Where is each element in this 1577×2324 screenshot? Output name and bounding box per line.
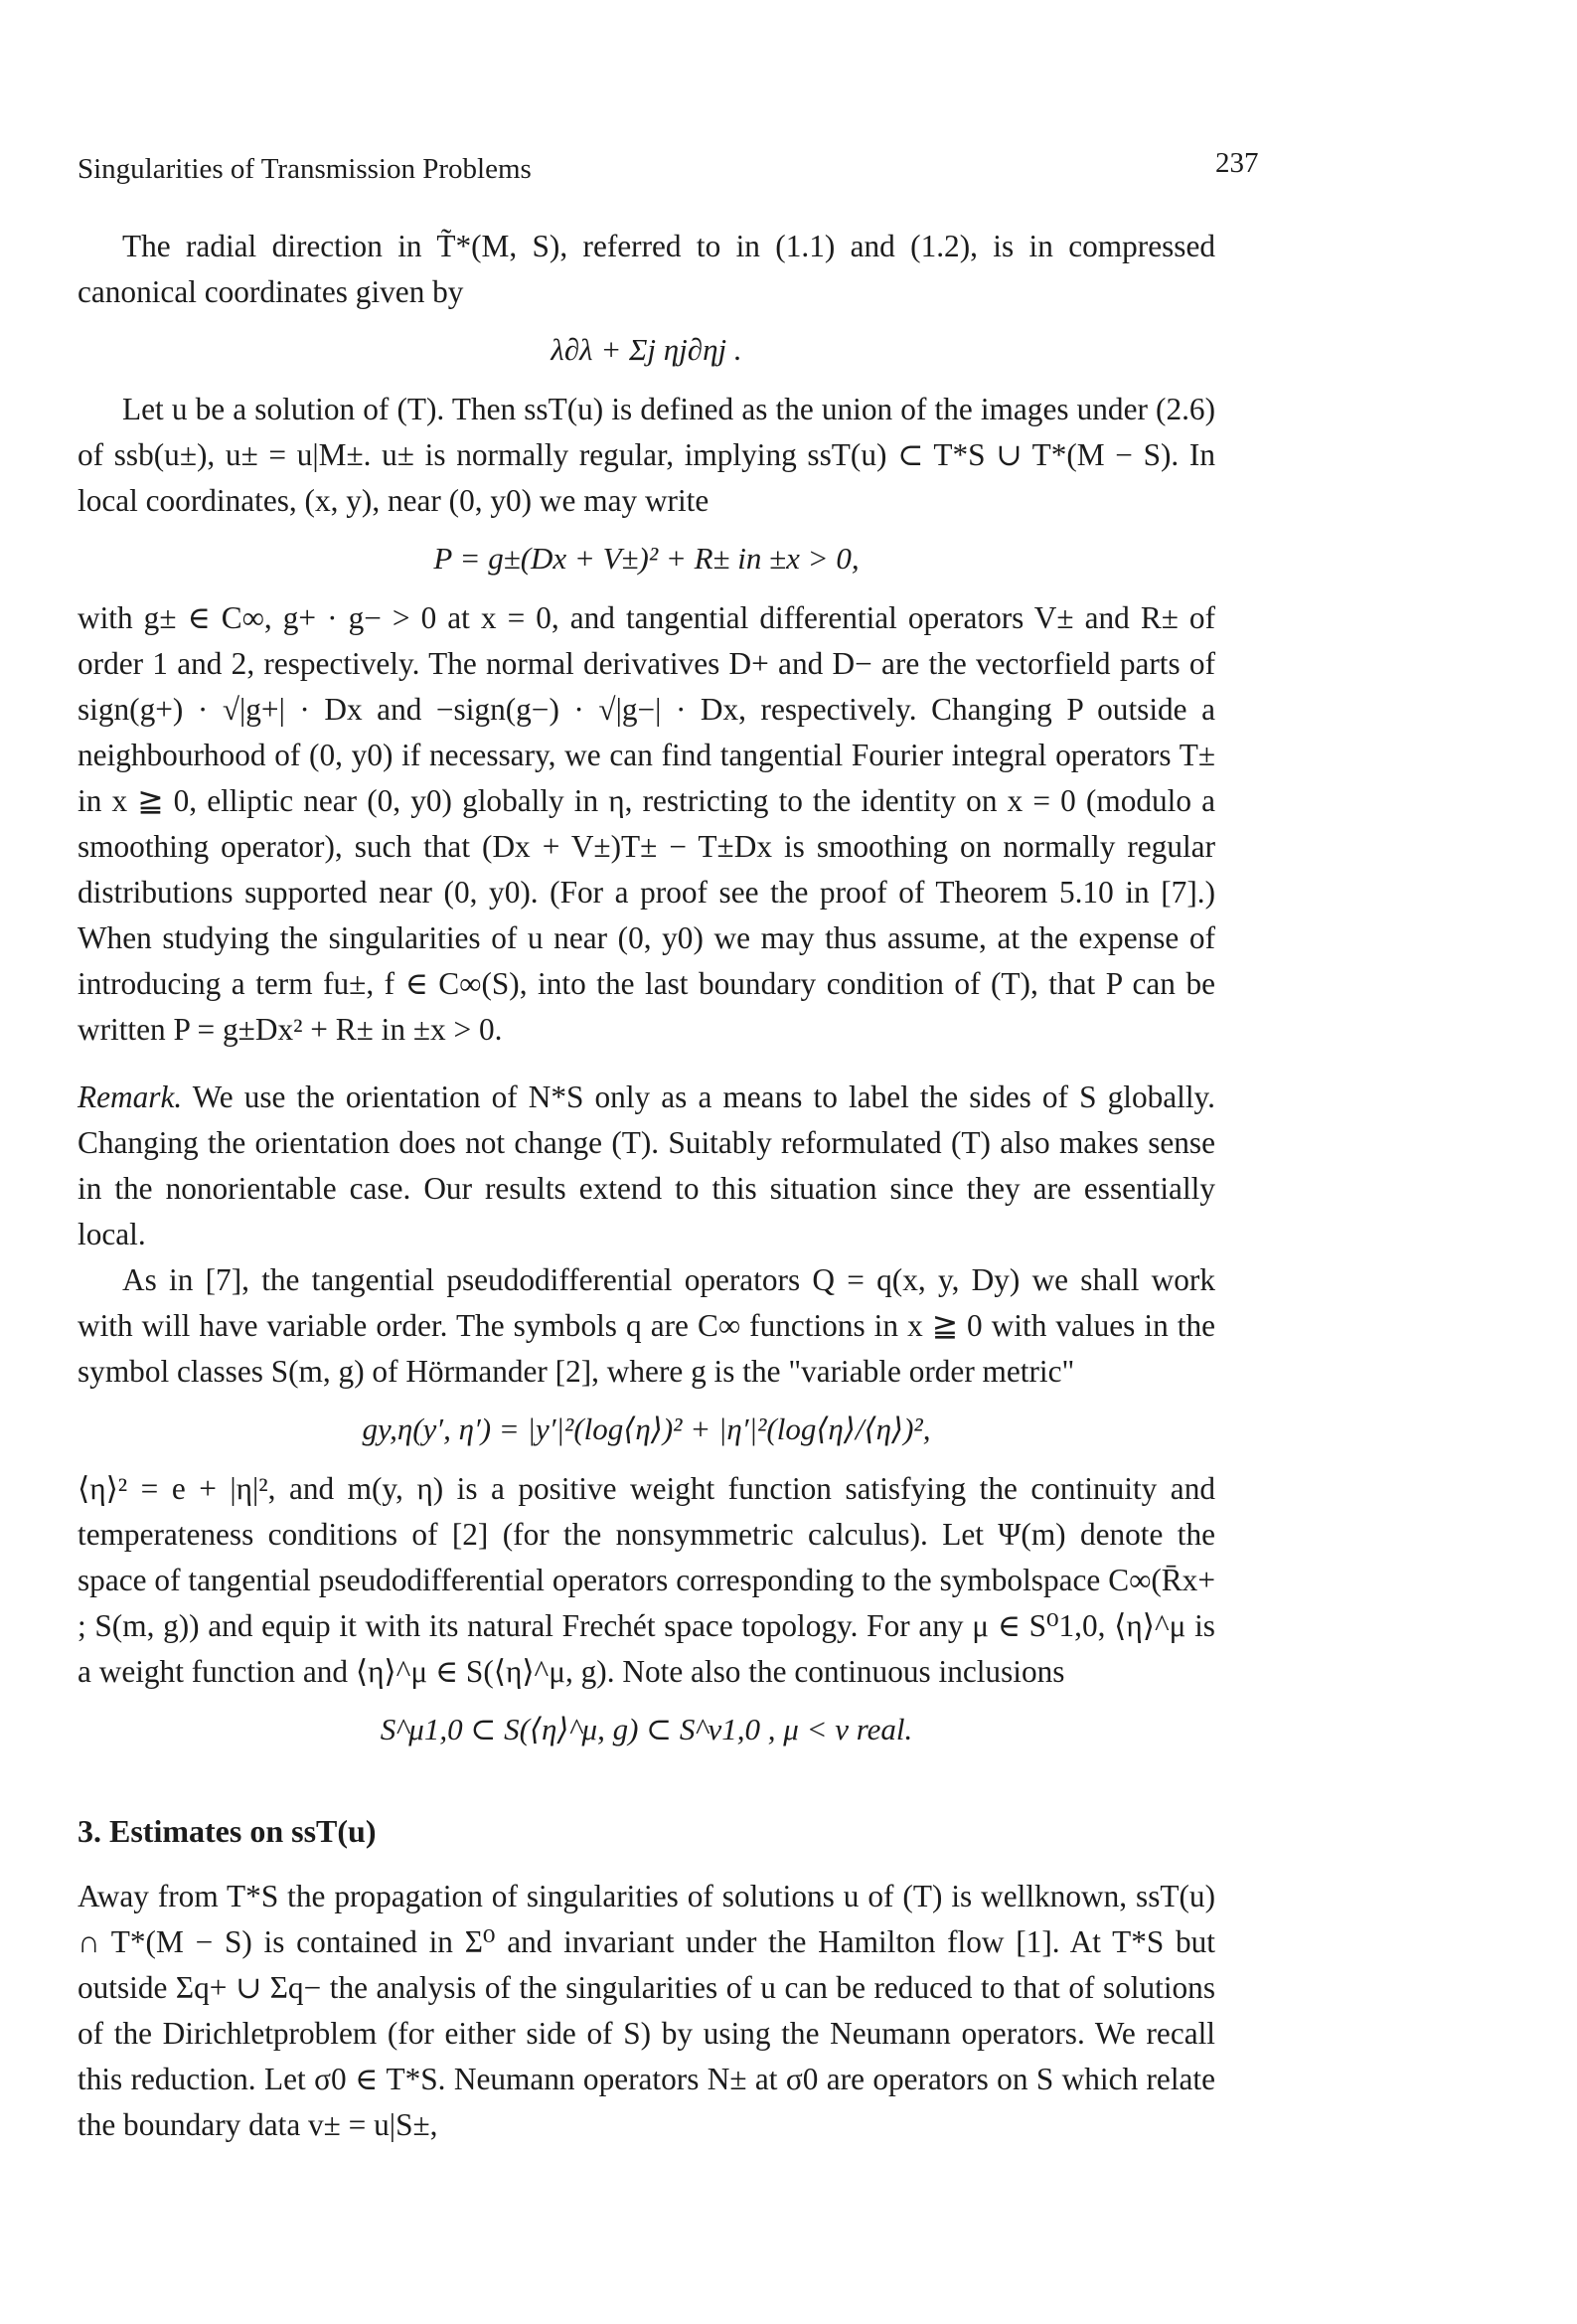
page-header — [78, 147, 1499, 191]
paragraph-tangential-operators: with g± ∈ C∞, g+ · g− > 0 at x = 0, and tangential differential operators V± and R± of order 1 and 2, respectively. The normal derivatives D+ and D− are the vectorfield parts of sign(g+) · √|g+| · Dx and −sign(g−) · √|g−| · Dx, respectively. Changing P outside a neighbourhood of (0, y0) if necessary, we can find tangential Fourier integral operators T± in x ≧ 0, elliptic near (0, y0) globally in η, restricting to the identity on x = 0 (modulo a smoothing operator), such that (Dx + V±)T± − T±Dx is smoothing on normally regular distributions supported near (0, y0). (For a proof see the proof of Theorem 5.10 in [7].) When studying the singularities of u near (0, y0) we may thus assume, at the expense of introducing a term fu±, f ∈ C∞(S), into the last boundary condition of (T), that P can be written P = g±Dx² + R± in ±x > 0. — [78, 600, 1215, 1047]
equation-radial-vector: λ∂λ + Σj ηj∂ηj . — [551, 332, 742, 367]
paragraph-propagation: Away from T*S the propagation of singularities of solutions u of (T) is wellknown, ssT(u) ∩ T*(M − S) is contained in Σ⁰ and invariant under the Hamilton flow [1]. At T*S but outside Σq+ ∪ Σq− the analysis of the singularities of u can be reduced to that of solutions of the Dirichletproblem (for either side of S) by using the Neumann operators. We recall this reduction. Let σ0 ∈ T*S. Neumann operators N± at σ0 are operators on S which relate the boundary data v± = u|S±, — [78, 1879, 1215, 2142]
remark-text: We use the orientation of N*S only as a means to label the sides of S globally. Changing the orientation does not change (T). Suitably reformulated (T) also makes sense in the nonorientable case. Our results extend to this situation since they are essentially local. — [78, 1079, 1215, 1251]
equation-inclusions: S^μ1,0 ⊂ S(⟨η⟩^μ, g) ⊂ S^ν1,0 , μ < ν real. — [380, 1712, 913, 1746]
equation-operator-p: P = g±(Dx + V±)² + R± in ±x > 0, — [433, 541, 860, 576]
paragraph-remark — [78, 1075, 1215, 1257]
paragraph-weight-function: ⟨η⟩² = e + |η|², and m(y, η) is a positive weight function satisfying the continuity and temperateness conditions of [2] (for the nonsymmetric calculus). Let Ψ(m) denote the space of tangential pseudodifferential operators corresponding to the symbolspace C∞(R̄x+ ; S(m, g)) and equip it with its natural Frechét space topology. For any μ ∈ S⁰1,0, ⟨η⟩^μ is a weight function and ⟨η⟩^μ ∈ S(⟨η⟩^μ, g). Note also the continuous inclusions — [78, 1471, 1215, 1689]
body-text — [78, 224, 1215, 2148]
paragraph-definition-ss: Let u be a solution of (T). Then ssT(u) is defined as the union of the images under (2.6) of ssb(u±), u± = u|M±. u± is normally regular, implying ssT(u) ⊂ T*S ∪ T*(M − S). In local coordinates, (x, y), near (0, y0) we may write — [78, 392, 1215, 518]
section-heading: 3. Estimates on ssT(u) — [78, 1813, 377, 1849]
page-number: 237 — [1215, 147, 1259, 179]
paragraph-symbol-classes: As in [7], the tangential pseudodifferential operators Q = q(x, y, Dy) we shall work with will have variable order. The symbols q are C∞ functions in x ≧ 0 with values in the symbol classes S(m, g) of Hörmander [2], where g is the "variable order metric" — [78, 1262, 1215, 1389]
running-head: Singularities of Transmission Problems — [78, 153, 532, 185]
equation-metric: gy,η(y′, η′) = |y′|²(log⟨η⟩)² + |η′|²(log⟨η⟩/⟨η⟩)², — [362, 1411, 931, 1446]
paragraph-radial-direction: The radial direction in T̃*(M, S), referred to in (1.1) and (1.2), is in compressed canonical coordinates given by — [78, 229, 1215, 309]
remark-label: Remark. — [78, 1079, 183, 1114]
